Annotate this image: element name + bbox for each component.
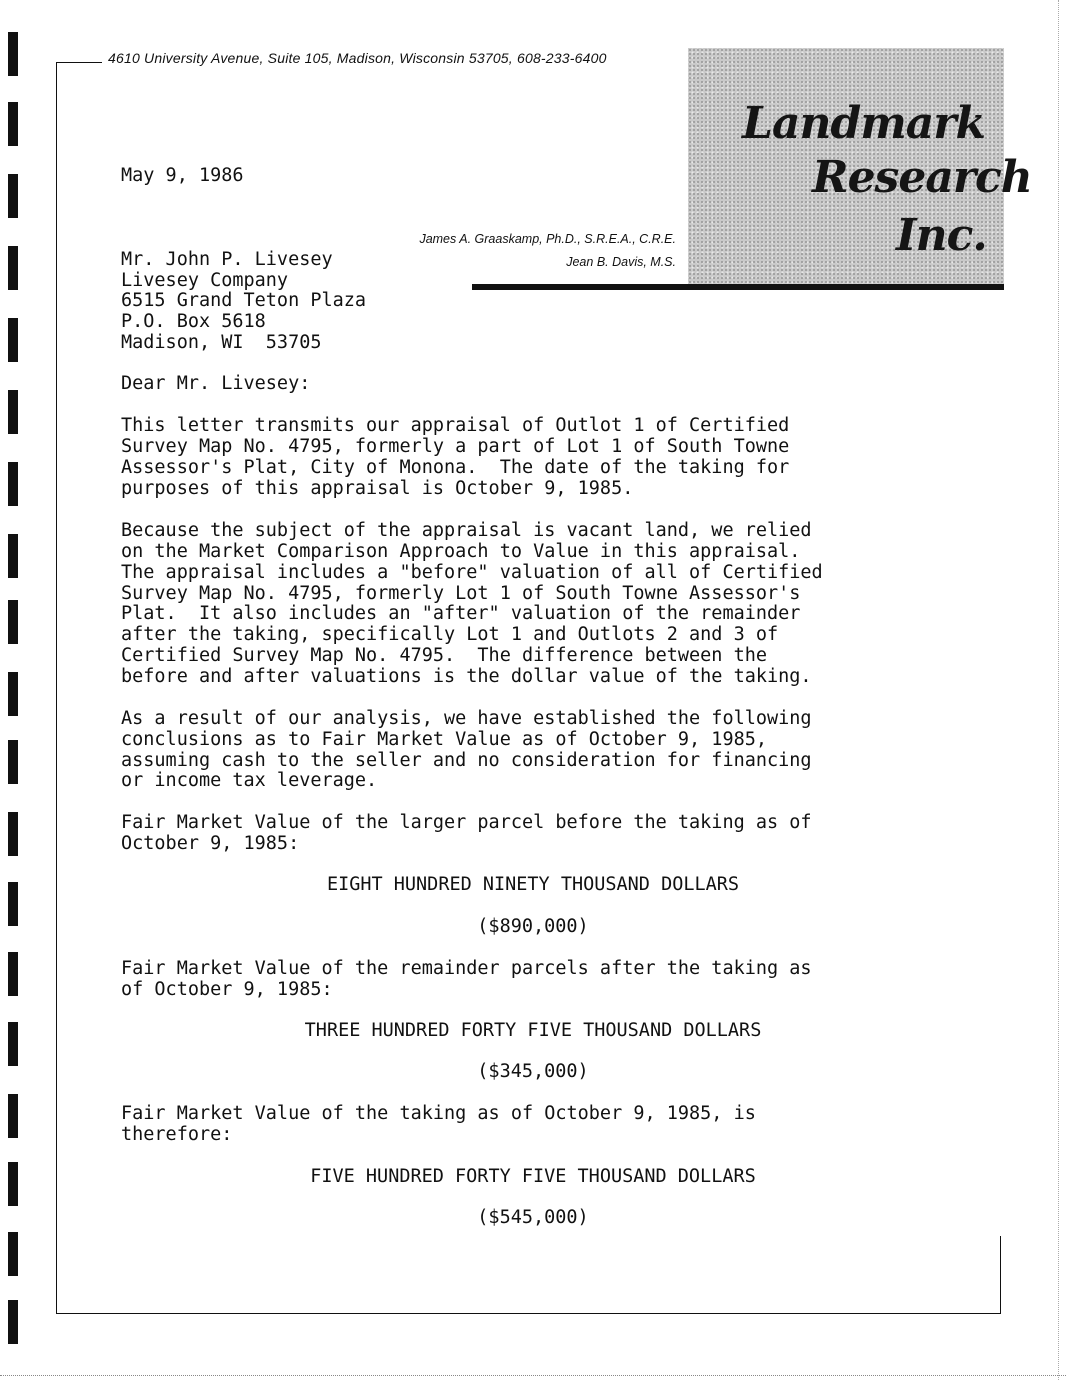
salutation: Dear Mr. Livesey:: [121, 373, 311, 394]
paragraph-line: Plat. It also includes an "after" valuation of the remainder: [121, 603, 801, 624]
punch-mark: [8, 318, 18, 362]
paragraph-line: assuming cash to the seller and no consideration for financing: [121, 750, 812, 771]
paragraph-line: on the Market Comparison Approach to Value in this appraisal.: [121, 541, 801, 562]
letterhead-rule: [472, 284, 1004, 290]
value-intro-line: of October 9, 1985:: [121, 979, 333, 1000]
punch-mark: [8, 534, 18, 578]
paragraph-line: after the taking, specifically Lot 1 and Outlots 2 and 3 of: [121, 624, 779, 645]
staff-name: James A. Graaskamp, Ph.D., S.R.E.A., C.R.E.: [419, 232, 676, 246]
punch-mark: [8, 600, 18, 644]
frame-right-line: [1000, 1236, 1001, 1314]
paragraph-line: before and after valuations is the dollar value of the taking.: [121, 666, 812, 687]
recipient-line: 6515 Grand Teton Plaza: [121, 290, 367, 311]
value-intro-line: October 9, 1985:: [121, 833, 300, 854]
paragraph-line: Because the subject of the appraisal is vacant land, we relied: [121, 520, 812, 541]
punch-mark: [8, 32, 18, 76]
paragraph-line: conclusions as to Fair Market Value as of October 9, 1985,: [121, 729, 768, 750]
punch-mark: [8, 390, 18, 434]
staff-name: Jean B. Davis, M.S.: [566, 255, 676, 269]
logo-line: Research: [812, 152, 1032, 203]
punch-mark: [8, 462, 18, 506]
punch-mark: [8, 174, 18, 218]
frame-bottom-line: [56, 1313, 1001, 1314]
paragraph-line: Assessor's Plat, City of Monona. The date of the taking for: [121, 457, 790, 478]
value-amount: ($890,000): [477, 916, 589, 937]
paragraph-line: or income tax leverage.: [121, 770, 378, 791]
paragraph-line: Certified Survey Map No. 4795. The difference between the: [121, 645, 768, 666]
recipient-line: P.O. Box 5618: [121, 311, 266, 332]
value-amount: ($345,000): [477, 1061, 589, 1082]
value-intro-line: Fair Market Value of the taking as of October 9, 1985, is: [121, 1103, 756, 1124]
punch-mark: [8, 1300, 18, 1344]
punch-mark: [8, 246, 18, 290]
punch-mark: [8, 672, 18, 716]
logo-line: Inc.: [896, 210, 987, 261]
letter-date: May 9, 1986: [121, 165, 244, 186]
paragraph-line: This letter transmits our appraisal of Outlot 1 of Certified: [121, 415, 790, 436]
recipient-line: Mr. John P. Livesey: [121, 249, 333, 270]
recipient-line: Livesey Company: [121, 270, 289, 291]
letterhead-address: 4610 University Avenue, Suite 105, Madison, Wisconsin 53705, 608-233-6400: [108, 50, 607, 66]
paragraph-line: purposes of this appraisal is October 9, 1985.: [121, 478, 634, 499]
value-in-words: EIGHT HUNDRED NINETY THOUSAND DOLLARS: [326, 874, 740, 895]
recipient-line: Madison, WI 53705: [121, 332, 322, 353]
value-in-words: FIVE HUNDRED FORTY FIVE THOUSAND DOLLARS: [310, 1166, 756, 1187]
punch-mark: [8, 1094, 18, 1138]
value-amount: ($545,000): [477, 1207, 589, 1228]
paragraph-line: Survey Map No. 4795, formerly Lot 1 of South Towne Assessor's: [121, 583, 801, 604]
punch-mark: [8, 102, 18, 146]
paragraph-line: Survey Map No. 4795, formerly a part of Lot 1 of South Towne: [121, 436, 790, 457]
punch-mark: [8, 952, 18, 996]
scan-right-edge: [1058, 0, 1059, 1380]
value-in-words: THREE HUNDRED FORTY FIVE THOUSAND DOLLARS: [304, 1020, 762, 1041]
punch-mark: [8, 1232, 18, 1276]
value-intro-line: Fair Market Value of the larger parcel before the taking as of: [121, 812, 812, 833]
logo-line: Landmark: [742, 98, 985, 149]
value-intro-line: therefore:: [121, 1124, 233, 1145]
frame-left-line: [56, 62, 57, 1314]
punch-mark: [8, 812, 18, 856]
frame-top-line: [56, 62, 102, 63]
scan-bottom-edge: [0, 1375, 1066, 1376]
punch-mark: [8, 740, 18, 784]
value-intro-line: Fair Market Value of the remainder parcels after the taking as: [121, 958, 812, 979]
paragraph-line: The appraisal includes a "before" valuation of all of Certified: [121, 562, 823, 583]
paragraph-line: As a result of our analysis, we have established the following: [121, 708, 812, 729]
